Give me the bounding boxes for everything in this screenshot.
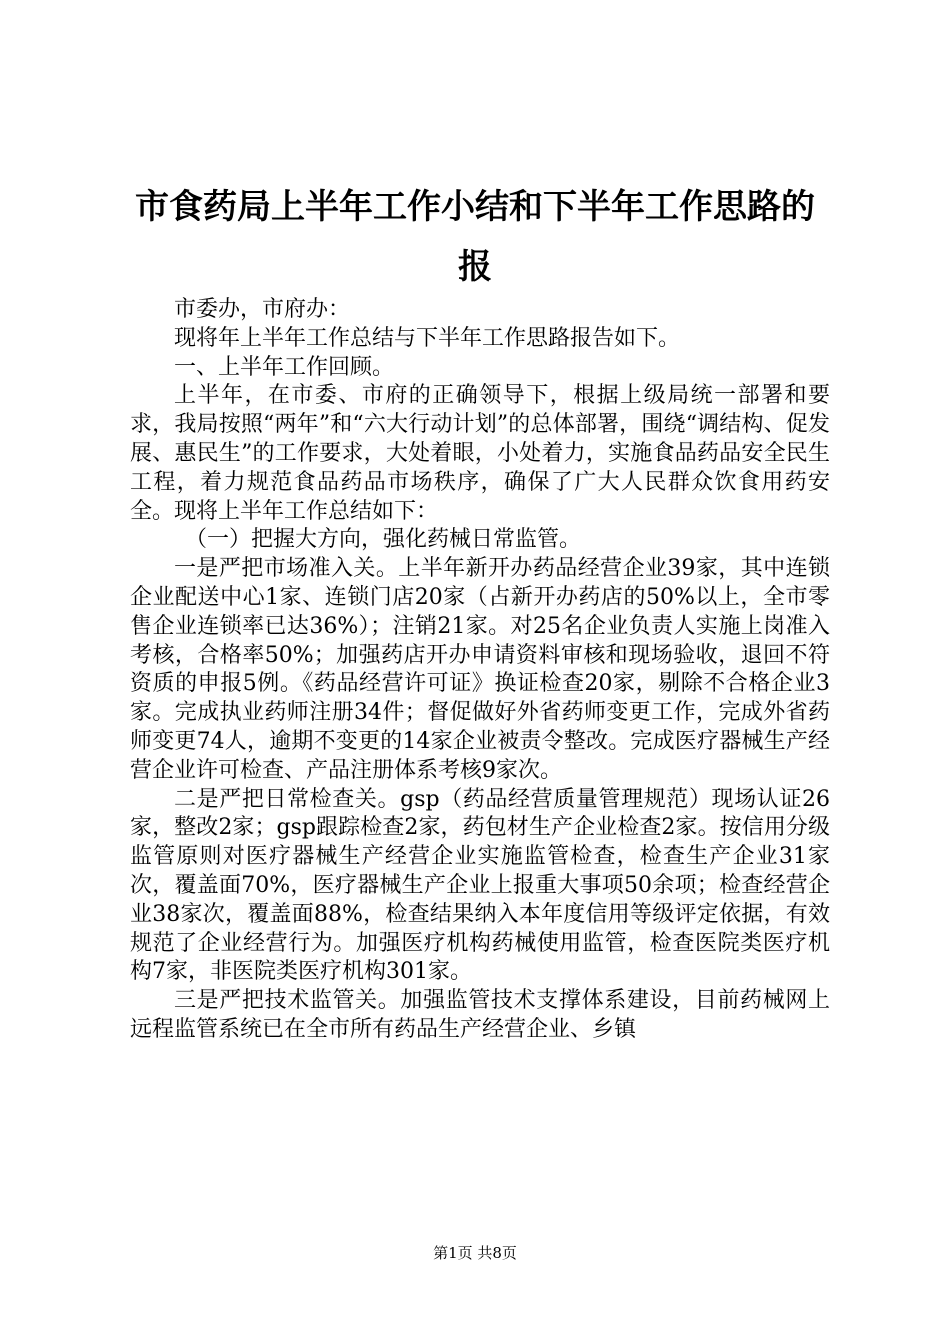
document-title-line-1: 市食药局上半年工作小结和下半年工作思路的 [135, 187, 815, 227]
page-footer: 第1页 共8页 [433, 1244, 517, 1262]
daily-inspection-paragraph: 二是严把日常检查关。gsp（药品经营质量管理规范）现场认证26家，整改2家；gsp跟踪检查2家，药包材生产企业检查2家。按信用分级监管原则对医疗器械生产经营企业实施监管检查，检查生产企业31家次，覆盖面70%，医疗器械生产企业上报重大事项50余项；检查经营企业38家次，覆盖面88%，检查结果纳入本年度信用等级评定依据，有效规范了企业经营行为。加强医疗机构药械使用监管，检查医院类医疗机构7家，非医院类医疗机构301家。 [130, 786, 830, 985]
document-title-line-2: 报 [458, 247, 492, 287]
overview-paragraph: 上半年，在市委、市府的正确领导下，根据上级局统一部署和要求，我局按照“两年”和“六大行动计划”的总体部署，围绕“调结构、促发展、惠民生”的工作要求，大处着眼，小处着力，实施食品药品安全民生工程，着力规范食品药品市场秩序，确保了广大人民群众饮食用药安全。现将上半年工作总结如下： [130, 383, 830, 524]
subsection-heading: （一）把握大方向，强化药械日常监管。 [185, 527, 582, 553]
intro-paragraph: 现将年上半年工作总结与下半年工作思路报告如下。 [174, 325, 681, 351]
market-access-paragraph: 一是严把市场准入关。上半年新开办药品经营企业39家，其中连锁企业配送中心1家、连锁门店20家（占新开办药店的50%以上，全市零售企业连锁率已达36%）；注销21家。对25名企业负责人实施上岗准入考核，合格率50%；加强药店开办申请资料审核和现场验收，退回不符资质的申报5例。《药品经营许可证》换证检查20家，剔除不合格企业3家。完成执业药师注册34件；督促做好外省药师变更工作，完成外省药师变更74人，逾期不变更的14家企业被责令整改。完成医疗器械生产经营企业许可检查、产品注册体系考核9家次。 [130, 556, 830, 783]
technical-supervision-paragraph: 三是严把技术监管关。加强监管技术支撑体系建设，目前药械网上远程监管系统已在全市所有药品生产经营企业、乡镇 [130, 988, 830, 1042]
section-heading: 一、上半年工作回顾。 [174, 354, 395, 380]
salutation: 市委办，市府办： [174, 297, 351, 322]
document-body [130, 296, 830, 1045]
